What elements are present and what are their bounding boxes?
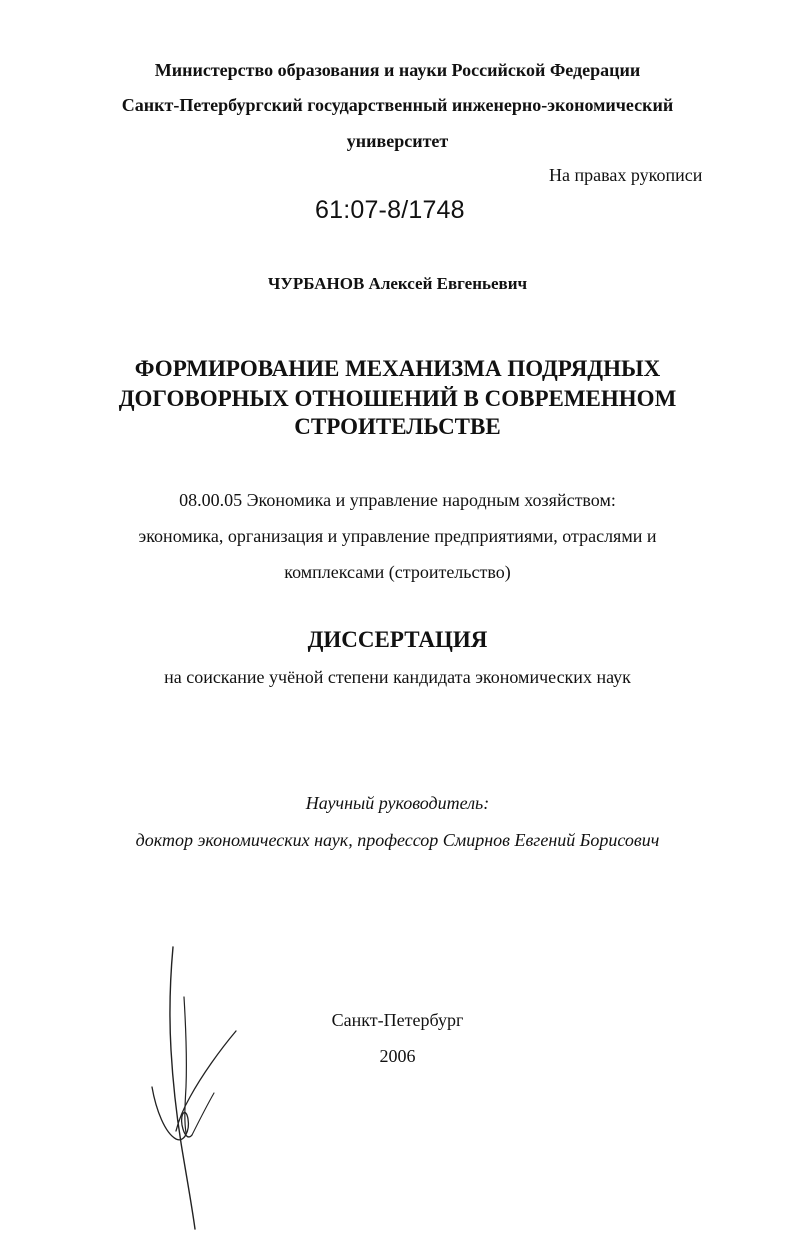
city: Санкт-Петербург: [331, 1010, 464, 1030]
ministry-name: Министерство образования и науки Российской Федерации: [154, 60, 641, 80]
specialty-line1: 08.00.05 Экономика и управление народным хозяйством:: [179, 490, 616, 510]
specialty-line3: комплексами (строительство): [284, 562, 511, 582]
university-name-line1: Санкт-Петербургский государственный инженерно-экономический: [121, 95, 674, 115]
title-line3: СТРОИТЕЛЬСТВЕ: [294, 414, 501, 439]
author-name: ЧУРБАНОВ Алексей Евгеньевич: [267, 274, 528, 293]
title-line2: ДОГОВОРНЫХ ОТНОШЕНИЙ В СОВРЕМЕННОМ: [118, 386, 677, 411]
year: 2006: [379, 1046, 416, 1066]
university-name-line2: университет: [346, 131, 449, 151]
handwritten-signature: [140, 935, 260, 1235]
specialty-line2: экономика, организация и управление предприятиями, отраслями и: [138, 526, 657, 546]
manuscript-note: На правах рукописи: [549, 165, 703, 185]
document-type: ДИССЕРТАЦИЯ: [307, 627, 488, 652]
degree-description: на соискание учёной степени кандидата экономических наук: [164, 667, 631, 687]
catalog-code: 61:07-8/1748: [315, 196, 465, 224]
supervisor-name: доктор экономических наук, профессор Смирнов Евгений Борисович: [135, 830, 660, 850]
supervisor-label: Научный руководитель:: [305, 793, 490, 813]
title-line1: ФОРМИРОВАНИЕ МЕХАНИЗМА ПОДРЯДНЫХ: [134, 356, 661, 381]
